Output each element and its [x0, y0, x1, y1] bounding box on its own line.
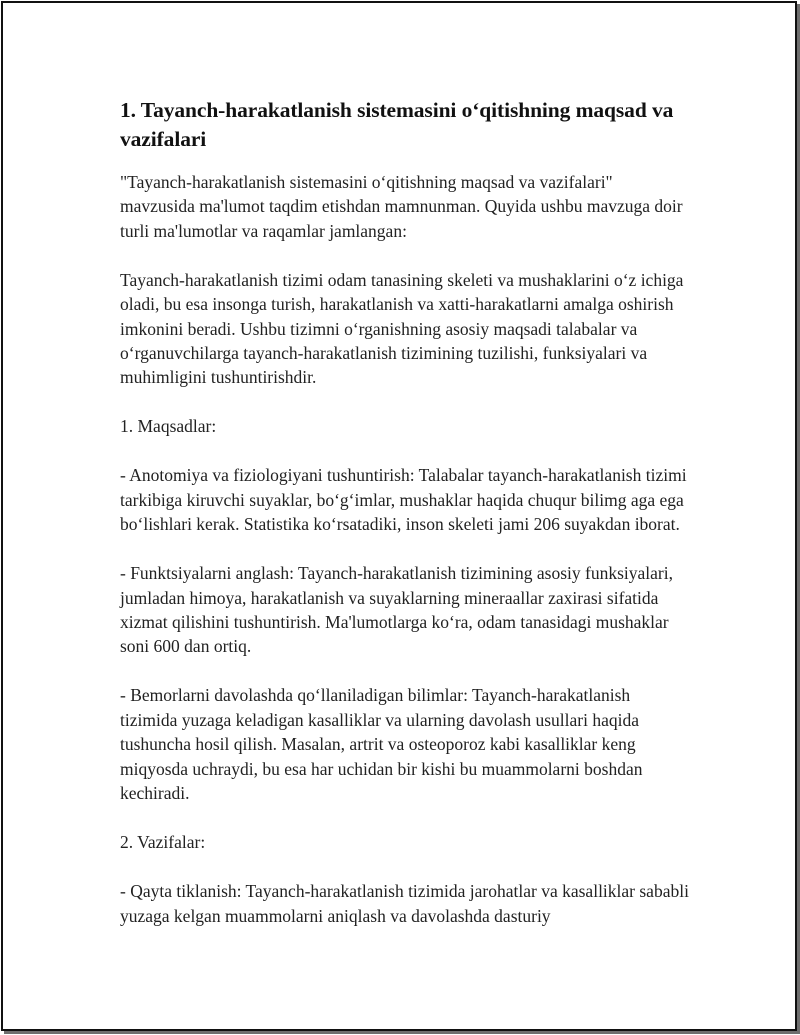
goal-item-treatment: - Bemorlarni davolashda qoʻllaniladigan bilimlar: Tayanch-harakatlanish tizimida yuzaga keladigan kasalliklar va ularning davolash usullari haqida tushuncha hosil qilish. Masalan, artrit va osteoporoz kabi kasalliklar keng miqyosda uchraydi, bu esa har uchidan bir kishi bu muammolarni boshdan kechiradi. [120, 685, 643, 804]
document-body [120, 96, 690, 928]
task-item-recovery: - Qayta tiklanish: Tayanch-harakatlanish tizimida jarohatlar va kasalliklar sababli yuzaga kelgan muammolarni aniqlash va davolashda dasturiy [120, 881, 689, 926]
document-title: 1. Tayanch-harakatlanish sistemasini oʻqitishning maqsad va vazifalari [120, 98, 674, 151]
goals-heading: 1. Maqsadlar: [120, 416, 217, 437]
overview-paragraph: Tayanch-harakatlanish tizimi odam tanasining skeleti va mushaklarini oʻz ichiga oladi, bu esa insonga turish, harakatlanish va xatti-harakatlarni amalga oshirish imkonini beradi. Ushbu tizimni oʻrganishning asosiy maqsadi talabalar va oʻrganuvchilarga tayanch-harakatlanish tizimining tuzilishi, funksiyalari va muhimligini tushuntirishdir. [120, 269, 684, 388]
tasks-heading: 2. Vazifalar: [120, 832, 206, 853]
paragraph-spacer [120, 439, 690, 464]
title-spacer [120, 154, 690, 170]
paragraph-spacer [120, 855, 690, 880]
document-page [1, 1, 797, 1031]
paragraph-spacer [120, 659, 690, 684]
paragraph-spacer [120, 390, 690, 415]
goal-item-functions: - Funktsiyalarni anglash: Tayanch-harakatlanish tizimining asosiy funksiyalari, jumladan himoya, harakatlanish va suyaklarning mineraallar zaxirasi sifatida xizmat qilishini tushuntirish. Ma'lumotlarga koʻra, odam tanasidagi mushaklar soni 600 dan ortiq. [120, 563, 673, 657]
paragraph-spacer [120, 537, 690, 562]
goal-item-anatomy: - Anotomiya va fiziologiyani tushuntirish: Talabalar tayanch-harakatlanish tizimi tarkibiga kiruvchi suyaklar, boʻgʻimlar, mushaklar haqida chuqur bilimg aga ega boʻlishlari kerak. Statistika koʻrsatadiki, inson skeleti jami 206 suyakdan iborat. [120, 465, 687, 535]
intro-paragraph: "Tayanch-harakatlanish sistemasini oʻqitishning maqsad va vazifalari" mavzusida ma'lumot taqdim etishdan mamnunman. Quyida ushbu mavzuga doir turli ma'lumotlar va raqamlar jamlangan: [120, 172, 683, 241]
paragraph-spacer [120, 806, 690, 831]
paragraph-spacer [120, 243, 690, 268]
